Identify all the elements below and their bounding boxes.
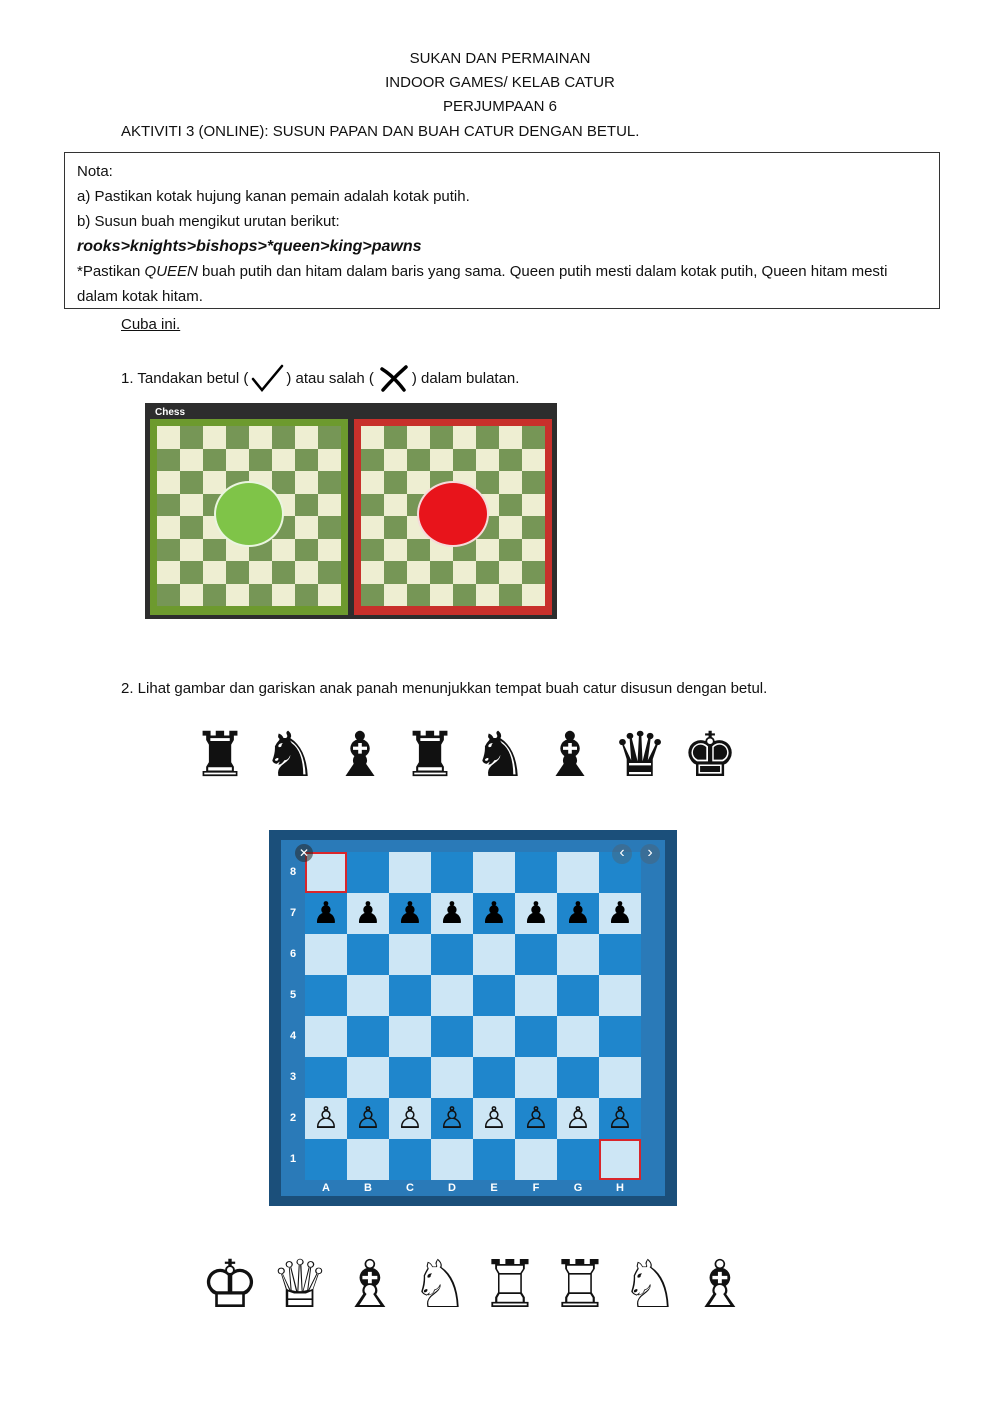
black-queen[interactable]: ♛ [612, 718, 668, 791]
cross-icon [376, 364, 410, 392]
black-bishop-2[interactable]: ♝ [542, 718, 598, 791]
square-g4[interactable] [557, 1016, 599, 1057]
black-pawn-c7[interactable]: ♟ [389, 893, 431, 934]
chess-board-grid [305, 852, 641, 1180]
wrong-board-square [499, 584, 522, 607]
correct-board-square [203, 426, 226, 449]
square-e1[interactable] [473, 1139, 515, 1180]
square-d4[interactable] [431, 1016, 473, 1057]
wrong-board-square [361, 539, 384, 562]
white-pawn-h2[interactable]: ♙ [599, 1098, 641, 1139]
correct-board-square [226, 561, 249, 584]
highlighted-square-h1[interactable] [599, 1139, 641, 1180]
chevron-left-icon[interactable]: ‹ [612, 844, 632, 864]
correct-board-square [318, 449, 341, 472]
correct-board-square [157, 494, 180, 517]
square-h4[interactable] [599, 1016, 641, 1057]
checkmark-icon [250, 364, 284, 392]
wrong-board-square [476, 471, 499, 494]
wrong-board-square [499, 494, 522, 517]
wrong-board-square [522, 584, 545, 607]
square-e8[interactable] [473, 852, 515, 893]
square-a6[interactable] [305, 934, 347, 975]
wrong-board-square [361, 494, 384, 517]
q1-text-2: ) atau salah ( [286, 369, 374, 387]
black-king[interactable]: ♚ [682, 718, 738, 791]
wrong-board-square [384, 516, 407, 539]
correct-board-square [226, 584, 249, 607]
black-knight-1[interactable]: ♞ [262, 718, 318, 791]
square-b1[interactable] [347, 1139, 389, 1180]
white-bishop-2[interactable]: ♗ [690, 1246, 750, 1323]
correct-board-frame [150, 419, 348, 615]
wrong-board-square [407, 449, 430, 472]
square-g1[interactable] [557, 1139, 599, 1180]
correct-board-square [295, 426, 318, 449]
black-pawn-f7[interactable]: ♟ [515, 893, 557, 934]
correct-board-square [249, 449, 272, 472]
q1-text-3: ) dalam bulatan. [411, 369, 520, 387]
wrong-board-square [361, 516, 384, 539]
correct-board-square [249, 584, 272, 607]
square-d1[interactable] [431, 1139, 473, 1180]
file-label: F [532, 1182, 540, 1194]
question-1 [121, 364, 519, 392]
title-line-1: SUKAN DAN PERMAINAN [409, 50, 591, 67]
wrong-board-square [361, 471, 384, 494]
square-d3[interactable] [431, 1057, 473, 1098]
wrong-board-square [384, 561, 407, 584]
correct-board-square [272, 584, 295, 607]
wrong-board-square [522, 449, 545, 472]
file-label: A [322, 1182, 330, 1194]
wrong-board-square [430, 426, 453, 449]
wrong-board-square [361, 449, 384, 472]
correct-board-square [180, 449, 203, 472]
activity-heading: AKTIVITI 3 (ONLINE): SUSUN PAPAN DAN BUAH CATUR DENGAN BETUL. [121, 123, 640, 140]
correct-board-square [157, 584, 180, 607]
correct-board-square [249, 426, 272, 449]
wrong-board-square [499, 426, 522, 449]
correct-board-square [318, 561, 341, 584]
correct-board-square [295, 561, 318, 584]
square-g6[interactable] [557, 934, 599, 975]
note-c-rest: buah putih dan hitam dalam baris yang sama. Queen putih mesti dalam kotak putih, Queen hitam mesti dalam kotak hitam. [77, 263, 888, 305]
correct-board-square [295, 449, 318, 472]
white-pawn-e2[interactable]: ♙ [473, 1098, 515, 1139]
rank-label: 8 [289, 866, 297, 878]
correct-board-square [157, 516, 180, 539]
wrong-board-square [384, 471, 407, 494]
black-pawn-e7[interactable]: ♟ [473, 893, 515, 934]
wrong-board-square [499, 561, 522, 584]
white-pawn-c2[interactable]: ♙ [389, 1098, 431, 1139]
correct-board-square [180, 471, 203, 494]
correct-board-square [272, 449, 295, 472]
close-icon[interactable]: ✕ [295, 844, 313, 862]
square-f3[interactable] [515, 1057, 557, 1098]
square-b6[interactable] [347, 934, 389, 975]
rank-label: 1 [289, 1153, 297, 1165]
square-g5[interactable] [557, 975, 599, 1016]
wrong-board-square [384, 449, 407, 472]
correct-board-square [180, 539, 203, 562]
wrong-board-square [499, 516, 522, 539]
square-c1[interactable] [389, 1139, 431, 1180]
correct-board-square [203, 539, 226, 562]
correct-board-square [203, 471, 226, 494]
rank-label: 4 [289, 1030, 297, 1042]
correct-board-square [272, 471, 295, 494]
rank-label: 3 [289, 1071, 297, 1083]
title-line-2: INDOOR GAMES/ KELAB CATUR [385, 74, 615, 91]
square-c4[interactable] [389, 1016, 431, 1057]
square-f6[interactable] [515, 934, 557, 975]
wrong-board-square [384, 494, 407, 517]
square-h6[interactable] [599, 934, 641, 975]
rank-label: 7 [289, 907, 297, 919]
wrong-board-square [476, 539, 499, 562]
square-h3[interactable] [599, 1057, 641, 1098]
square-f4[interactable] [515, 1016, 557, 1057]
white-rook-2[interactable]: ♖ [550, 1246, 610, 1323]
correct-board-square [295, 584, 318, 607]
question-2: 2. Lihat gambar dan gariskan anak panah menunjukkan tempat buah catur disusun dengan betul. [121, 680, 768, 697]
square-d8[interactable] [431, 852, 473, 893]
square-c6[interactable] [389, 934, 431, 975]
black-pawn-h7[interactable]: ♟ [599, 893, 641, 934]
correct-board-square [203, 449, 226, 472]
white-piece-row [195, 1246, 755, 1323]
correct-board-square [249, 561, 272, 584]
try-label: Cuba ini. [121, 316, 181, 333]
square-f8[interactable] [515, 852, 557, 893]
square-a4[interactable] [305, 1016, 347, 1057]
correct-board-square [157, 426, 180, 449]
wrong-board-square [476, 561, 499, 584]
square-c8[interactable] [389, 852, 431, 893]
note-b: b) Susun buah mengikut urutan berikut: [77, 213, 340, 230]
wrong-board-square [384, 584, 407, 607]
wrong-board-square [453, 449, 476, 472]
square-c3[interactable] [389, 1057, 431, 1098]
correct-board-square [203, 561, 226, 584]
square-f5[interactable] [515, 975, 557, 1016]
wrong-board-square [476, 426, 499, 449]
square-d5[interactable] [431, 975, 473, 1016]
rank-label: 5 [289, 989, 297, 1001]
wrong-board-square [476, 449, 499, 472]
correct-board-square [203, 584, 226, 607]
white-king[interactable]: ♔ [200, 1246, 260, 1323]
correct-board-square [180, 561, 203, 584]
wrong-board-square [499, 539, 522, 562]
wrong-board-square [522, 471, 545, 494]
white-pawn-d2[interactable]: ♙ [431, 1098, 473, 1139]
note-c-prefix: *Pastikan [77, 263, 145, 280]
correct-board-square [180, 584, 203, 607]
chess-board-frame [281, 840, 665, 1196]
correct-board-square [295, 516, 318, 539]
correct-board-square [157, 561, 180, 584]
file-label: D [448, 1182, 456, 1194]
note-title: Nota: [77, 163, 113, 180]
file-labels [305, 1180, 641, 1196]
file-label: C [406, 1182, 414, 1194]
wrong-board-square [476, 584, 499, 607]
correct-board-square [295, 494, 318, 517]
wrong-board-square [407, 584, 430, 607]
white-knight-2[interactable]: ♘ [620, 1246, 680, 1323]
square-a1[interactable] [305, 1139, 347, 1180]
wrong-board-square [522, 561, 545, 584]
square-g8[interactable] [557, 852, 599, 893]
wrong-board-square [522, 516, 545, 539]
square-a3[interactable] [305, 1057, 347, 1098]
square-a5[interactable] [305, 975, 347, 1016]
white-knight-1[interactable]: ♘ [410, 1246, 470, 1323]
board-comparison-image [145, 403, 557, 619]
white-bishop-1[interactable]: ♗ [340, 1246, 400, 1323]
note-c [77, 259, 927, 309]
note-piece-order: rooks>knights>bishops>*queen>king>pawns [77, 238, 422, 255]
correct-board-square [272, 426, 295, 449]
black-pawn-a7[interactable]: ♟ [305, 893, 347, 934]
note-box [64, 152, 940, 309]
rank-label: 2 [289, 1112, 297, 1124]
white-rook-1[interactable]: ♖ [480, 1246, 540, 1323]
square-e4[interactable] [473, 1016, 515, 1057]
rank-label: 6 [289, 948, 297, 960]
correct-board-square [272, 539, 295, 562]
square-b8[interactable] [347, 852, 389, 893]
correct-board-square [226, 426, 249, 449]
wrong-board-frame [354, 419, 552, 615]
wrong-board-square [522, 494, 545, 517]
correct-board-square [226, 449, 249, 472]
correct-board-square [318, 516, 341, 539]
wrong-board-square [361, 426, 384, 449]
correct-board-square [157, 449, 180, 472]
correct-board-square [318, 471, 341, 494]
correct-board-square [318, 539, 341, 562]
wrong-board-square [430, 561, 453, 584]
correct-board-square [318, 426, 341, 449]
black-pawn-b7[interactable]: ♟ [347, 893, 389, 934]
white-pawn-g2[interactable]: ♙ [557, 1098, 599, 1139]
black-rook-2[interactable]: ♜ [402, 718, 458, 791]
wrong-board-square [522, 539, 545, 562]
wrong-answer-circle[interactable] [417, 481, 489, 547]
wrong-board-square [384, 539, 407, 562]
square-b4[interactable] [347, 1016, 389, 1057]
white-pawn-f2[interactable]: ♙ [515, 1098, 557, 1139]
white-queen[interactable]: ♕ [270, 1246, 330, 1323]
correct-answer-circle[interactable] [214, 481, 284, 547]
correct-board-square [180, 516, 203, 539]
correct-board-square [318, 494, 341, 517]
chess-brand-label: Chess [155, 407, 186, 418]
square-c5[interactable] [389, 975, 431, 1016]
square-e3[interactable] [473, 1057, 515, 1098]
file-label: G [573, 1182, 583, 1194]
wrong-board-square [453, 584, 476, 607]
wrong-board-square [407, 426, 430, 449]
wrong-board-square [499, 471, 522, 494]
correct-board-square [318, 584, 341, 607]
wrong-board-square [407, 561, 430, 584]
wrong-board-square [407, 539, 430, 562]
white-pawn-b2[interactable]: ♙ [347, 1098, 389, 1139]
square-h5[interactable] [599, 975, 641, 1016]
square-d6[interactable] [431, 934, 473, 975]
note-c-queen: QUEEN [144, 263, 198, 280]
correct-board-square [180, 494, 203, 517]
rank-labels [281, 852, 305, 1188]
file-label: B [364, 1182, 372, 1194]
file-label: H [616, 1182, 624, 1194]
correct-board-square [180, 426, 203, 449]
square-b5[interactable] [347, 975, 389, 1016]
correct-board-square [272, 561, 295, 584]
wrong-board-square [430, 449, 453, 472]
black-pawn-d7[interactable]: ♟ [431, 893, 473, 934]
black-pawn-g7[interactable]: ♟ [557, 893, 599, 934]
q1-text-1: 1. Tandakan betul ( [121, 369, 249, 387]
black-piece-row [185, 718, 745, 791]
wrong-board-square [522, 426, 545, 449]
chess-board-image [269, 830, 677, 1206]
square-g3[interactable] [557, 1057, 599, 1098]
wrong-board-square [453, 426, 476, 449]
white-pawn-a2[interactable]: ♙ [305, 1098, 347, 1139]
square-f1[interactable] [515, 1139, 557, 1180]
correct-board-square [295, 471, 318, 494]
wrong-board-square [499, 449, 522, 472]
square-e6[interactable] [473, 934, 515, 975]
black-rook-1[interactable]: ♜ [192, 718, 248, 791]
chevron-right-icon[interactable]: › [640, 844, 660, 864]
square-b3[interactable] [347, 1057, 389, 1098]
correct-board-square [157, 539, 180, 562]
correct-board-square [157, 471, 180, 494]
wrong-board-square [361, 561, 384, 584]
note-a: a) Pastikan kotak hujung kanan pemain adalah kotak putih. [77, 188, 470, 205]
file-label: E [490, 1182, 498, 1194]
wrong-board-square [453, 561, 476, 584]
wrong-board-square [430, 584, 453, 607]
black-bishop-1[interactable]: ♝ [332, 718, 388, 791]
title-line-3: PERJUMPAAN 6 [443, 98, 557, 115]
wrong-board-square [361, 584, 384, 607]
wrong-board-square [384, 426, 407, 449]
square-e5[interactable] [473, 975, 515, 1016]
correct-board-square [295, 539, 318, 562]
black-knight-2[interactable]: ♞ [472, 718, 528, 791]
